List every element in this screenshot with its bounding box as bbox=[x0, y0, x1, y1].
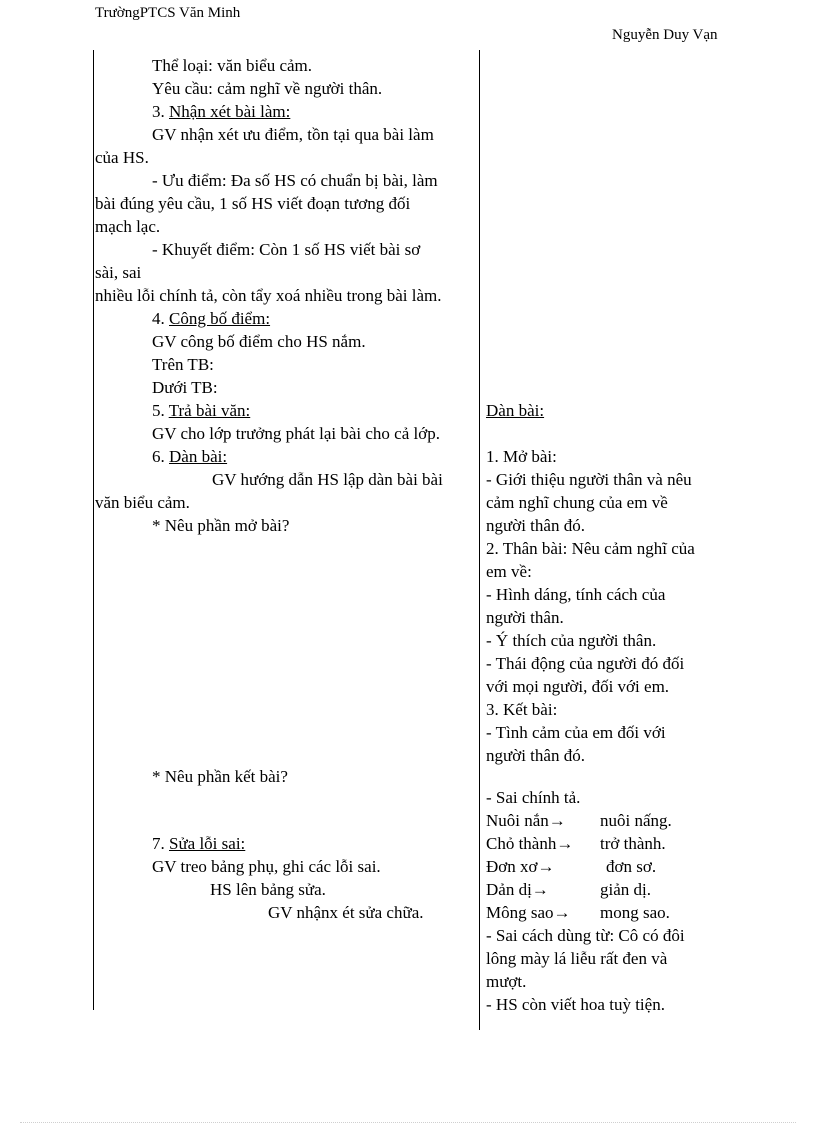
arrow-right-icon: → bbox=[556, 834, 574, 853]
section-number: 4. bbox=[152, 309, 169, 328]
section-3-heading bbox=[152, 100, 290, 123]
wrong-word: Mông sao bbox=[486, 903, 554, 922]
correction-wrong bbox=[486, 809, 571, 832]
section-7-heading bbox=[152, 832, 245, 855]
question-intro: * Nêu phần mở bài? bbox=[152, 516, 290, 535]
section-4-heading bbox=[152, 307, 270, 330]
section-title: Công bố điểm: bbox=[169, 309, 271, 328]
section-title: Dàn bài: bbox=[169, 447, 228, 466]
text-line: GV công bố điểm cho HS nắm. bbox=[152, 332, 366, 351]
correction-right: mong sao. bbox=[600, 903, 670, 922]
outline-line: - Giới thiệu người thân và nêu bbox=[486, 470, 692, 489]
text-line: GV treo bảng phụ, ghi các lỗi sai. bbox=[152, 857, 381, 876]
arrow-right-icon: → bbox=[553, 903, 571, 922]
section-title: Trả bài văn: bbox=[168, 401, 251, 420]
outline-title: Dàn bài: bbox=[486, 401, 545, 420]
text-line: HS lên bảng sửa. bbox=[210, 880, 326, 899]
word-usage-error: mượt. bbox=[486, 972, 527, 991]
section-number: 7. bbox=[152, 834, 169, 853]
question-conclusion: * Nêu phần kết bài? bbox=[152, 767, 288, 786]
arrow-right-icon: → bbox=[537, 857, 555, 876]
outline-line: - Hình dáng, tính cách của bbox=[486, 585, 666, 604]
outline-line: - Tình cảm của em đối với bbox=[486, 723, 666, 742]
below-average-line: Dưới TB: bbox=[152, 378, 218, 397]
advantage-line: bài đúng yêu cầu, 1 số HS viết đoạn tương đối bbox=[95, 194, 411, 213]
header-school: TrườngPTCS Văn Minh bbox=[95, 5, 241, 21]
outline-line: người thân. bbox=[486, 608, 564, 627]
section-6-heading bbox=[152, 445, 227, 468]
correction-right: nuôi nấng. bbox=[600, 811, 672, 830]
text-line: GV hướng dẫn HS lập dàn bài bài bbox=[212, 470, 443, 489]
outline-line: người thân đó. bbox=[486, 746, 585, 765]
disadvantage-line: nhiều lỗi chính tả, còn tẩy xoá nhiều trong bài làm. bbox=[95, 286, 442, 305]
word-usage-error: - Sai cách dùng từ: Cô có đôi bbox=[486, 926, 685, 945]
arrow-right-icon: → bbox=[548, 811, 566, 830]
disadvantage-line: - Khuyết điểm: Còn 1 số HS viết bài sơ bbox=[152, 240, 421, 259]
outline-part-2: 2. Thân bài: Nêu cảm nghĩ của bbox=[486, 539, 695, 558]
outline-line: - Thái động của người đó đối bbox=[486, 654, 685, 673]
advantage-line: - Ưu điểm: Đa số HS có chuẩn bị bài, làm bbox=[152, 171, 438, 190]
disadvantage-line: sài, sai bbox=[95, 263, 142, 282]
outline-line: người thân đó. bbox=[486, 516, 585, 535]
above-average-line: Trên TB: bbox=[152, 355, 214, 374]
correction-right: đơn sơ. bbox=[606, 857, 657, 876]
section-number: 6. bbox=[152, 447, 169, 466]
section-number: 5. bbox=[152, 401, 169, 420]
genre-line: Thể loại: văn biểu cảm. bbox=[152, 56, 313, 75]
header-teacher: Nguyễn Duy Vạn bbox=[612, 27, 718, 43]
outline-part-3: 3. Kết bài: bbox=[486, 700, 558, 719]
outline-line: - Ý thích của người thân. bbox=[486, 631, 657, 650]
wrong-word: Dản dị bbox=[486, 880, 532, 899]
wrong-word: Nuôi nắn bbox=[486, 811, 549, 830]
wrong-word: Chỏ thành bbox=[486, 834, 557, 853]
text-line: GV cho lớp trưởng phát lại bài cho cả lớp. bbox=[152, 424, 440, 443]
outline-line: với mọi người, đối với em. bbox=[486, 677, 670, 696]
text-line: văn biểu cảm. bbox=[95, 493, 190, 512]
correction-right: giản dị. bbox=[600, 880, 651, 899]
outline-line: em về: bbox=[486, 562, 532, 581]
capitalization-error: - HS còn viết hoa tuỳ tiện. bbox=[486, 995, 665, 1014]
correction-right: trở thành. bbox=[600, 834, 666, 853]
spelling-errors-heading: - Sai chính tả. bbox=[486, 788, 581, 807]
correction-wrong bbox=[486, 901, 576, 924]
correction-wrong bbox=[486, 832, 578, 855]
section-5-heading bbox=[152, 399, 250, 422]
section-number: 3. bbox=[152, 102, 169, 121]
column-divider-line bbox=[479, 50, 480, 1030]
requirement-line: Yêu cầu: cảm nghĩ về người thân. bbox=[152, 79, 383, 98]
word-usage-error: lông mày lá liễu rất đen và bbox=[486, 949, 668, 968]
outline-part-1: 1. Mở bài: bbox=[486, 447, 557, 466]
arrow-right-icon: → bbox=[531, 880, 549, 899]
outline-line: cảm nghĩ chung của em về bbox=[486, 493, 668, 512]
correction-wrong bbox=[486, 878, 554, 901]
left-border-line bbox=[93, 50, 94, 1010]
correction-wrong bbox=[486, 855, 560, 878]
text-line: GV nhận xét ưu điểm, tồn tại qua bài làm bbox=[152, 125, 434, 144]
section-title: Nhận xét bài làm: bbox=[169, 102, 291, 121]
advantage-line: mạch lạc. bbox=[95, 217, 161, 236]
text-line: của HS. bbox=[95, 148, 149, 167]
wrong-word: Đơn xơ bbox=[486, 857, 538, 876]
text-line: GV nhậnx ét sửa chữa. bbox=[268, 903, 424, 922]
section-title: Sửa lỗi sai: bbox=[169, 834, 246, 853]
